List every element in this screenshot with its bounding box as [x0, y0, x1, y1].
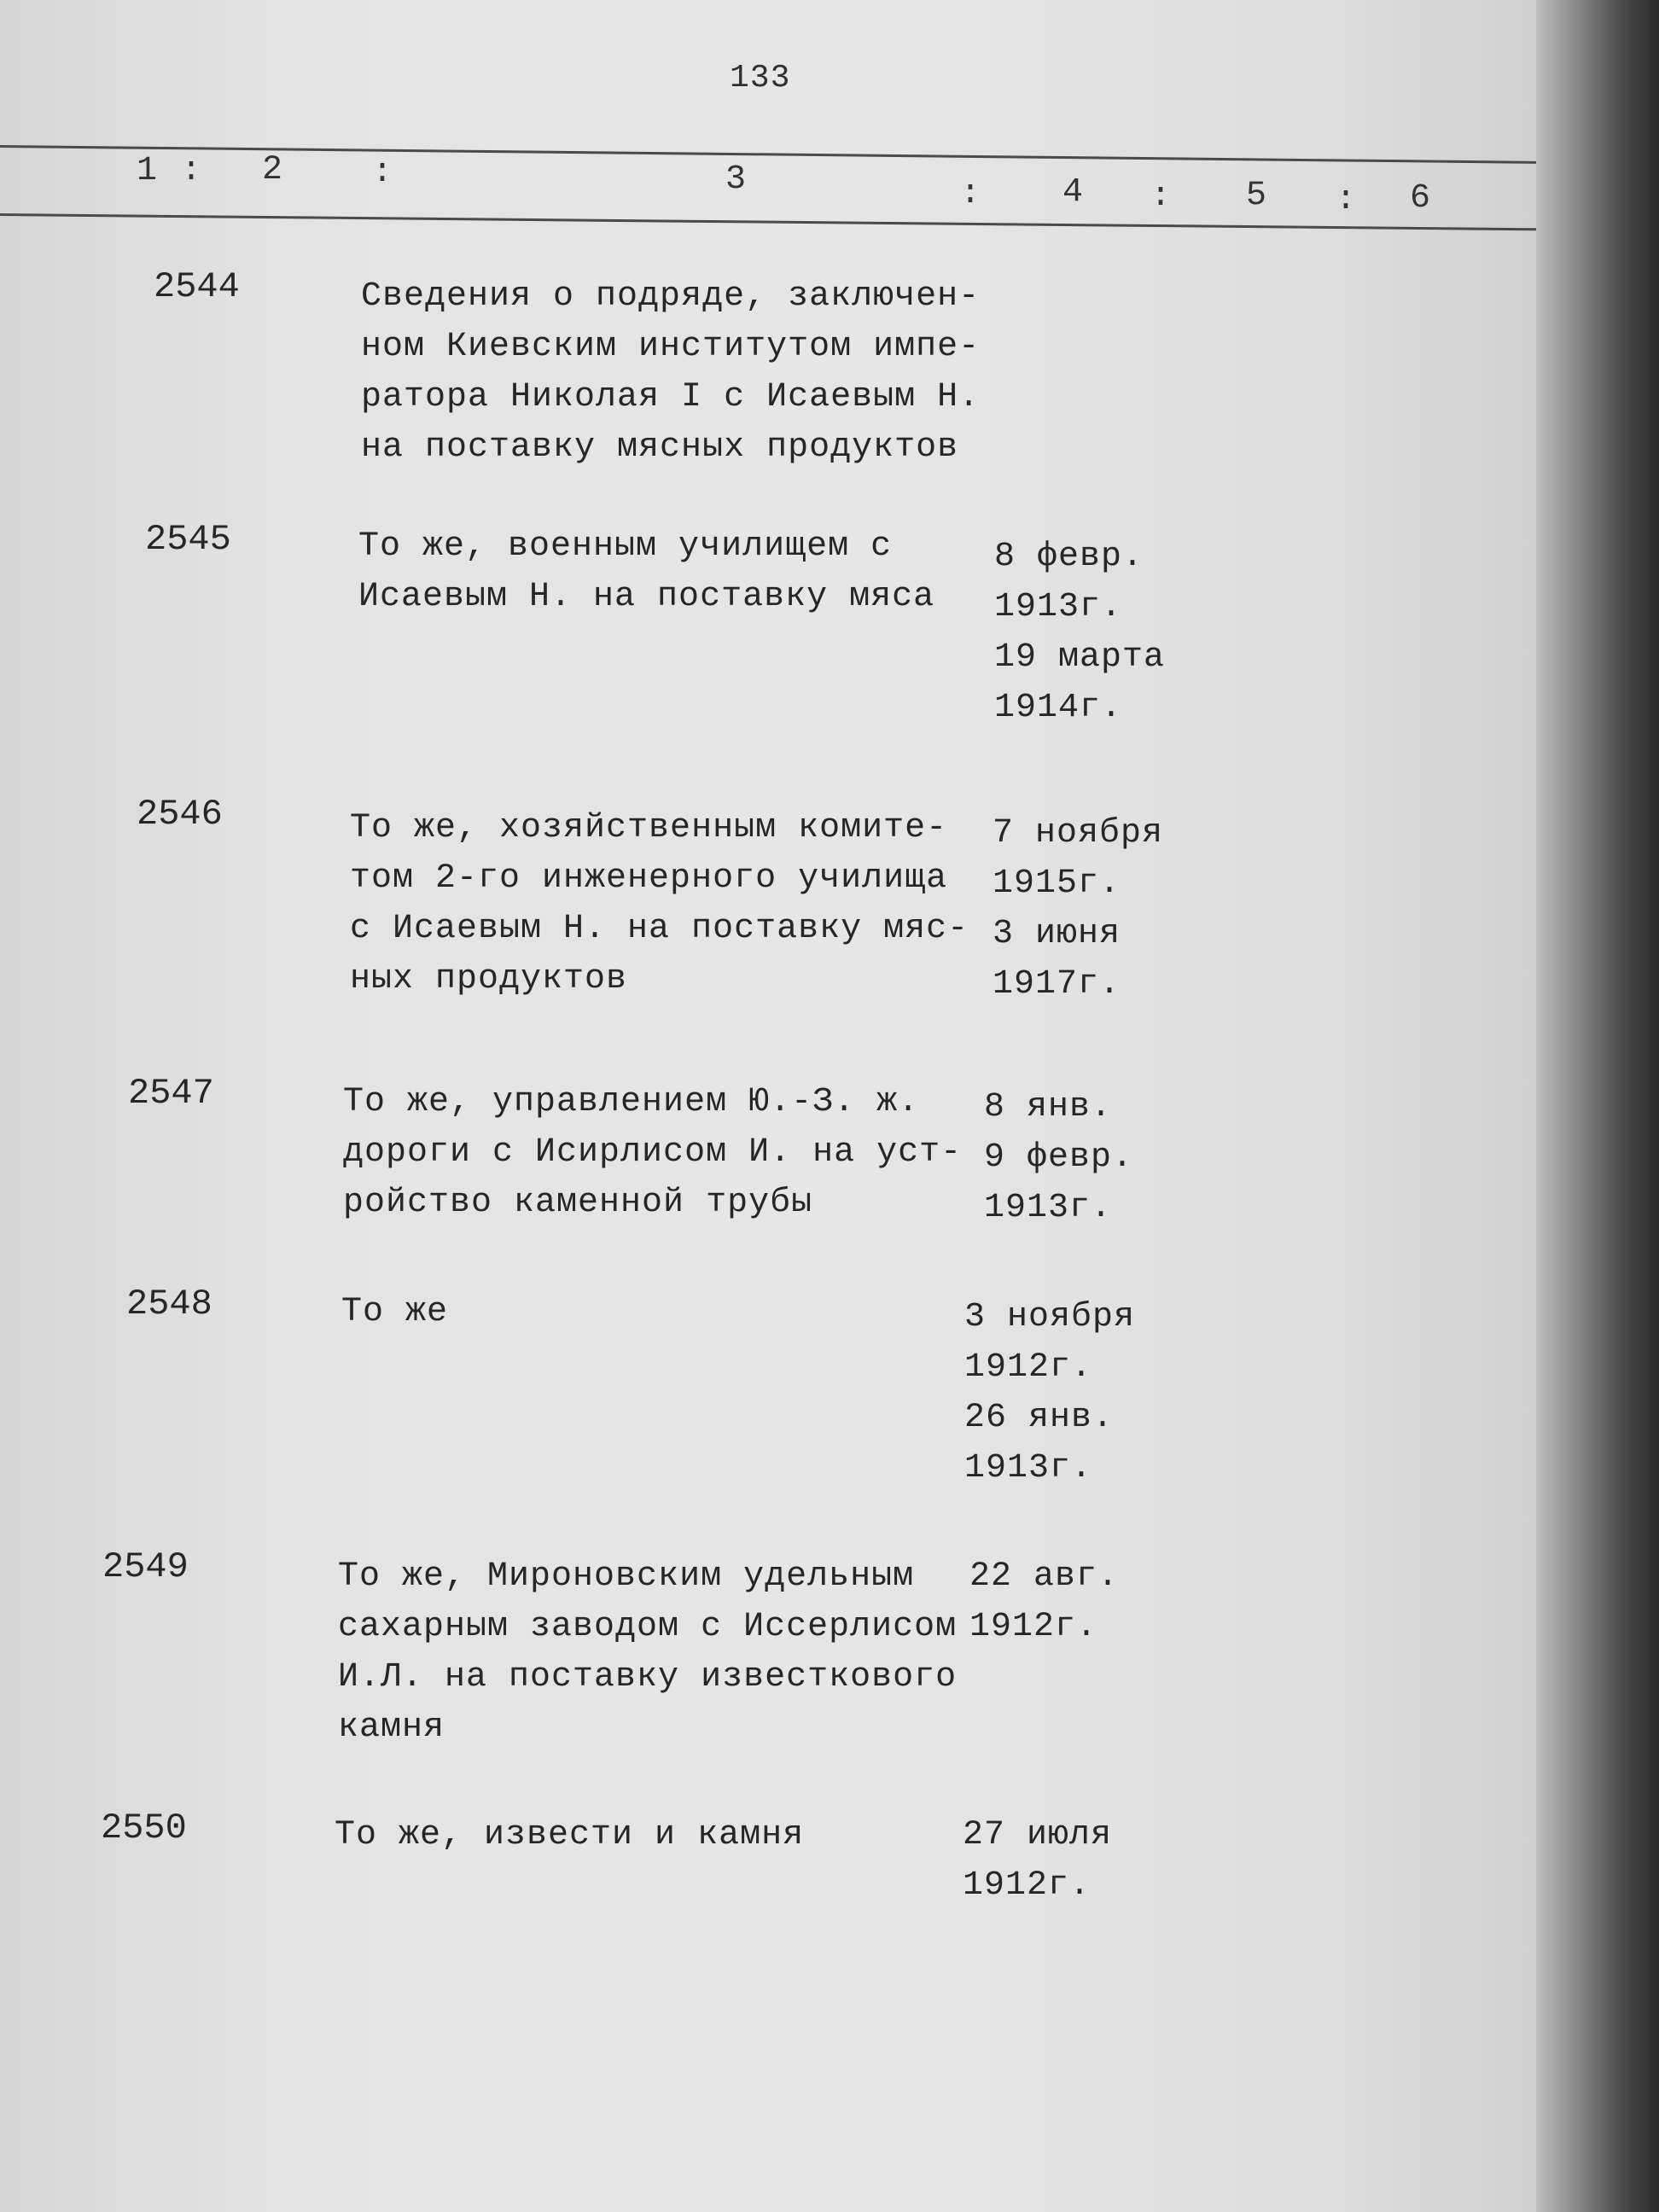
page-number: 133: [730, 60, 791, 96]
entry-date-line: 1913г.: [994, 588, 1123, 626]
entry-description-line: То же: [341, 1293, 449, 1331]
column-header-4: 4: [1062, 173, 1084, 212]
column-header-3: 3: [725, 160, 747, 199]
entry-date-line: 19 марта: [994, 638, 1166, 677]
entry-date-line: 9 февр.: [984, 1138, 1134, 1177]
entry-date-line: 27 июля: [963, 1816, 1113, 1854]
entry-number: 2549: [102, 1546, 189, 1587]
entry-date-line: 1912г.: [964, 1348, 1093, 1387]
entry-description-line: То же, военным училищем с: [358, 527, 893, 566]
entry-number: 2550: [101, 1807, 187, 1848]
entry-description-line: на поставку мясных продуктов: [361, 428, 959, 467]
entry-description-line: том 2-го инженерного училища: [350, 859, 948, 898]
entry-description-line: ратора Николая I с Исаевым Н.: [361, 378, 981, 416]
entry-description-line: То же, Мироновским удельным: [338, 1557, 915, 1596]
entry-description-line: сахарным заводом с Иссерлисом: [338, 1608, 958, 1646]
entry-description-line: Исаевым Н. на поставку мяса: [358, 578, 935, 616]
entry-date-line: 1912г.: [963, 1866, 1091, 1905]
entry-date-line: 1914г.: [994, 689, 1123, 727]
column-header-2: 2: [262, 151, 283, 189]
entry-date-line: 1912г.: [969, 1608, 1098, 1646]
column-header-5: 5: [1246, 177, 1267, 215]
entry-description-line: То же, управлением Ю.-З. ж.: [343, 1083, 920, 1121]
column-separator: :: [1336, 181, 1357, 219]
column-separator: :: [960, 175, 981, 213]
entry-description-line: То же, извести и камня: [335, 1816, 805, 1854]
column-header-1: 1: [137, 152, 158, 190]
entry-description-line: с Исаевым Н. на поставку мяс-: [350, 910, 969, 948]
entry-description-line: То же, хозяйственным комите-: [350, 809, 948, 847]
entry-number: 2545: [145, 519, 231, 560]
entry-date-line: 22 авг.: [969, 1557, 1120, 1596]
entry-date-line: 8 февр.: [994, 538, 1144, 576]
header-bottom-rule: [0, 213, 1536, 230]
column-separator: :: [372, 154, 393, 192]
entry-description-line: И.Л. на поставку известкового: [338, 1658, 958, 1697]
page-edge-shadow: [1536, 0, 1659, 2212]
entry-description-line: камня: [338, 1708, 445, 1747]
entry-date-line: 1913г.: [964, 1449, 1093, 1487]
entry-date-line: 26 янв.: [964, 1399, 1115, 1437]
entry-date-line: 1915г.: [992, 864, 1121, 903]
entry-date-line: 3 июня: [992, 915, 1121, 953]
entry-description-line: ройство каменной трубы: [343, 1184, 813, 1222]
entry-description-line: ных продуктов: [350, 960, 628, 998]
entry-description-line: ном Киевским институтом импе-: [361, 328, 981, 366]
entry-description-line: Сведения о подряде, заключен-: [361, 277, 981, 316]
entry-number: 2544: [154, 266, 240, 307]
column-separator: :: [1150, 178, 1172, 216]
entry-date-line: 1917г.: [992, 965, 1121, 1004]
entry-number: 2546: [137, 794, 223, 835]
header-top-rule: [0, 145, 1536, 164]
entry-date-line: 1913г.: [984, 1189, 1113, 1227]
entry-description-line: дороги с Исирлисом И. на уст-: [343, 1133, 963, 1172]
entry-number: 2547: [128, 1073, 214, 1114]
entry-date-line: 7 ноября: [992, 814, 1164, 853]
entry-date-line: 8 янв.: [984, 1088, 1113, 1126]
column-header-6: 6: [1410, 179, 1431, 218]
entry-date-line: 3 ноября: [964, 1298, 1136, 1336]
entry-number: 2548: [126, 1284, 212, 1324]
column-separator: :: [181, 152, 202, 190]
